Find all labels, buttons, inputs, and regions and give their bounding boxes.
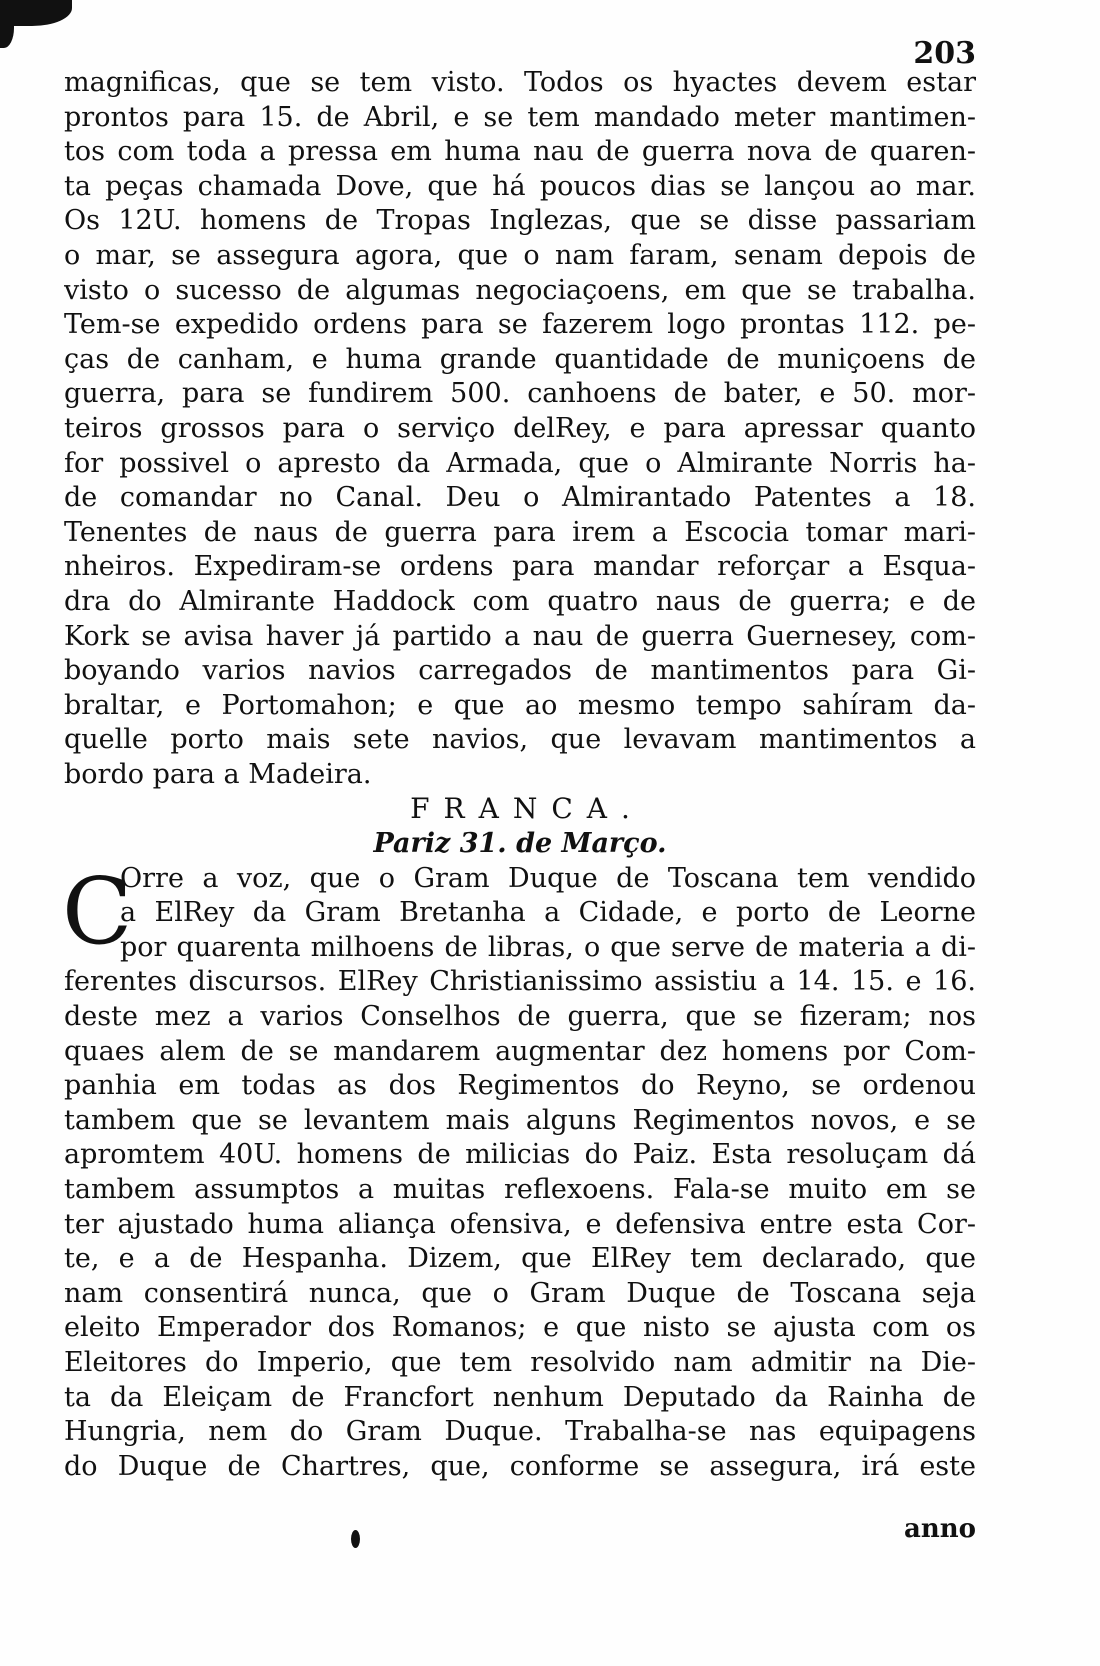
text-line: nam consentirá nunca, que o Gram Duque de Toscana seja xyxy=(64,1277,976,1309)
text-line: quaes alem de se mandarem augmentar dez homens por Com- xyxy=(64,1035,976,1067)
text-line: Hungria, nem do Gram Duque. Trabalha-se nas equipagens xyxy=(64,1416,976,1448)
england-report xyxy=(64,66,976,792)
text-line: Kork se avisa haver já partido a nau de guerra Guernesey, com- xyxy=(64,620,976,652)
text-line: ta da Eleiçam de Francfort nenhum Deputado da Rainha de xyxy=(64,1381,976,1413)
text-line: Os 12U. homens de Tropas Inglezas, que se disse passariam xyxy=(64,205,976,237)
text-line: ferentes discursos. ElRey Christianissimo assistiu a 14. 15. e 16. xyxy=(64,966,976,998)
text-line: prontos para 15. de Abril, e se tem mandado meter mantimen- xyxy=(64,101,976,133)
drop-cap: C xyxy=(62,858,133,965)
text-line: dra do Almirante Haddock com quatro naus de guerra; e de xyxy=(64,585,976,617)
text-line: por quarenta milhoens de libras, o que serve de materia a di- xyxy=(120,931,976,963)
text-line: panhia em todas as dos Regimentos do Reyno, se ordenou xyxy=(64,1070,976,1102)
text-line: nheiros. Expediram-se ordens para mandar reforçar a Esqua- xyxy=(64,551,976,583)
dateline: Pariz 31. de Março. xyxy=(373,828,667,860)
ink-blot-decoration xyxy=(0,0,72,26)
text-line: apromtem 40U. homens de milicias do Paiz. Esta resoluçam dá xyxy=(64,1139,976,1171)
text-line: o mar, se assegura agora, que o nam faram, senam depois de xyxy=(64,239,976,271)
text-line: eleito Emperador dos Romanos; e que nisto se ajusta com os xyxy=(64,1312,976,1344)
article-text xyxy=(64,66,976,1484)
text-line: tambem assumptos a muitas reflexoens. Fala-se muito em se xyxy=(64,1174,976,1205)
text-line: te, e a de Hespanha. Dizem, que ElRey tem declarado, que xyxy=(64,1243,976,1275)
text-line: tos com toda a pressa em huma nau de guerra nova de quaren- xyxy=(64,136,976,168)
text-line: do Duque de Chartres, que, conforme se assegura, irá este xyxy=(64,1450,976,1482)
text-line: ças de canham, e huma grande quantidade de muniçoens de xyxy=(64,343,976,375)
text-line: for possivel o apresto da Armada, que o Almirante Norris ha- xyxy=(64,447,976,479)
text-line: guerra, para se fundirem 500. canhoens de bater, e 50. mor- xyxy=(64,378,976,410)
text-line: bordo para a Madeira. xyxy=(64,758,372,790)
page-number: 203 xyxy=(913,36,976,71)
text-line: teiros grossos para o serviço delRey, e para apressar quanto xyxy=(64,412,976,444)
text-line: tambem que se levantem mais alguns Regimentos novos, e se xyxy=(64,1104,976,1136)
france-report xyxy=(64,965,976,1484)
text-line: Tenentes de naus de guerra para irem a Escocia tomar mari- xyxy=(64,516,976,548)
text-line: boyando varios navios carregados de mantimentos para Gi- xyxy=(64,655,976,687)
text-line: ta peças chamada Dove, que há poucos dias se lançou ao mar. xyxy=(64,170,976,202)
text-line: visto o sucesso de algumas negociaçoens, em que se trabalha. xyxy=(64,274,976,306)
ink-dot-decoration xyxy=(351,1530,360,1548)
catchword: anno xyxy=(904,1514,976,1544)
text-line: ter ajustado huma aliança ofensiva, e defensiva entre esta Cor- xyxy=(64,1208,976,1240)
section-heading: FRANCA. xyxy=(410,792,644,826)
text-line: de comandar no Canal. Deu o Almirantado Patentes a 18. xyxy=(64,482,976,514)
text-line: Tem-se expedido ordens para se fazerem logo prontas 112. pe- xyxy=(64,309,976,341)
text-line: Eleitores do Imperio, que tem resolvido nam admitir na Die- xyxy=(64,1346,976,1378)
text-line: braltar, e Portomahon; e que ao mesmo tempo sahíram da- xyxy=(64,689,976,721)
france-report-opening xyxy=(62,858,976,966)
text-line: quelle porto mais sete navios, que levavam mantimentos a xyxy=(64,724,976,756)
text-line: Orre a voz, que o Gram Duque de Toscana tem vendido xyxy=(120,862,976,894)
text-line: magnificas, que se tem visto. Todos os hyactes devem estar xyxy=(64,67,976,98)
text-line: a ElRey da Gram Bretanha a Cidade, e porto de Leorne xyxy=(120,897,976,929)
text-line: deste mez a varios Conselhos de guerra, que se fizeram; nos xyxy=(64,1001,976,1033)
